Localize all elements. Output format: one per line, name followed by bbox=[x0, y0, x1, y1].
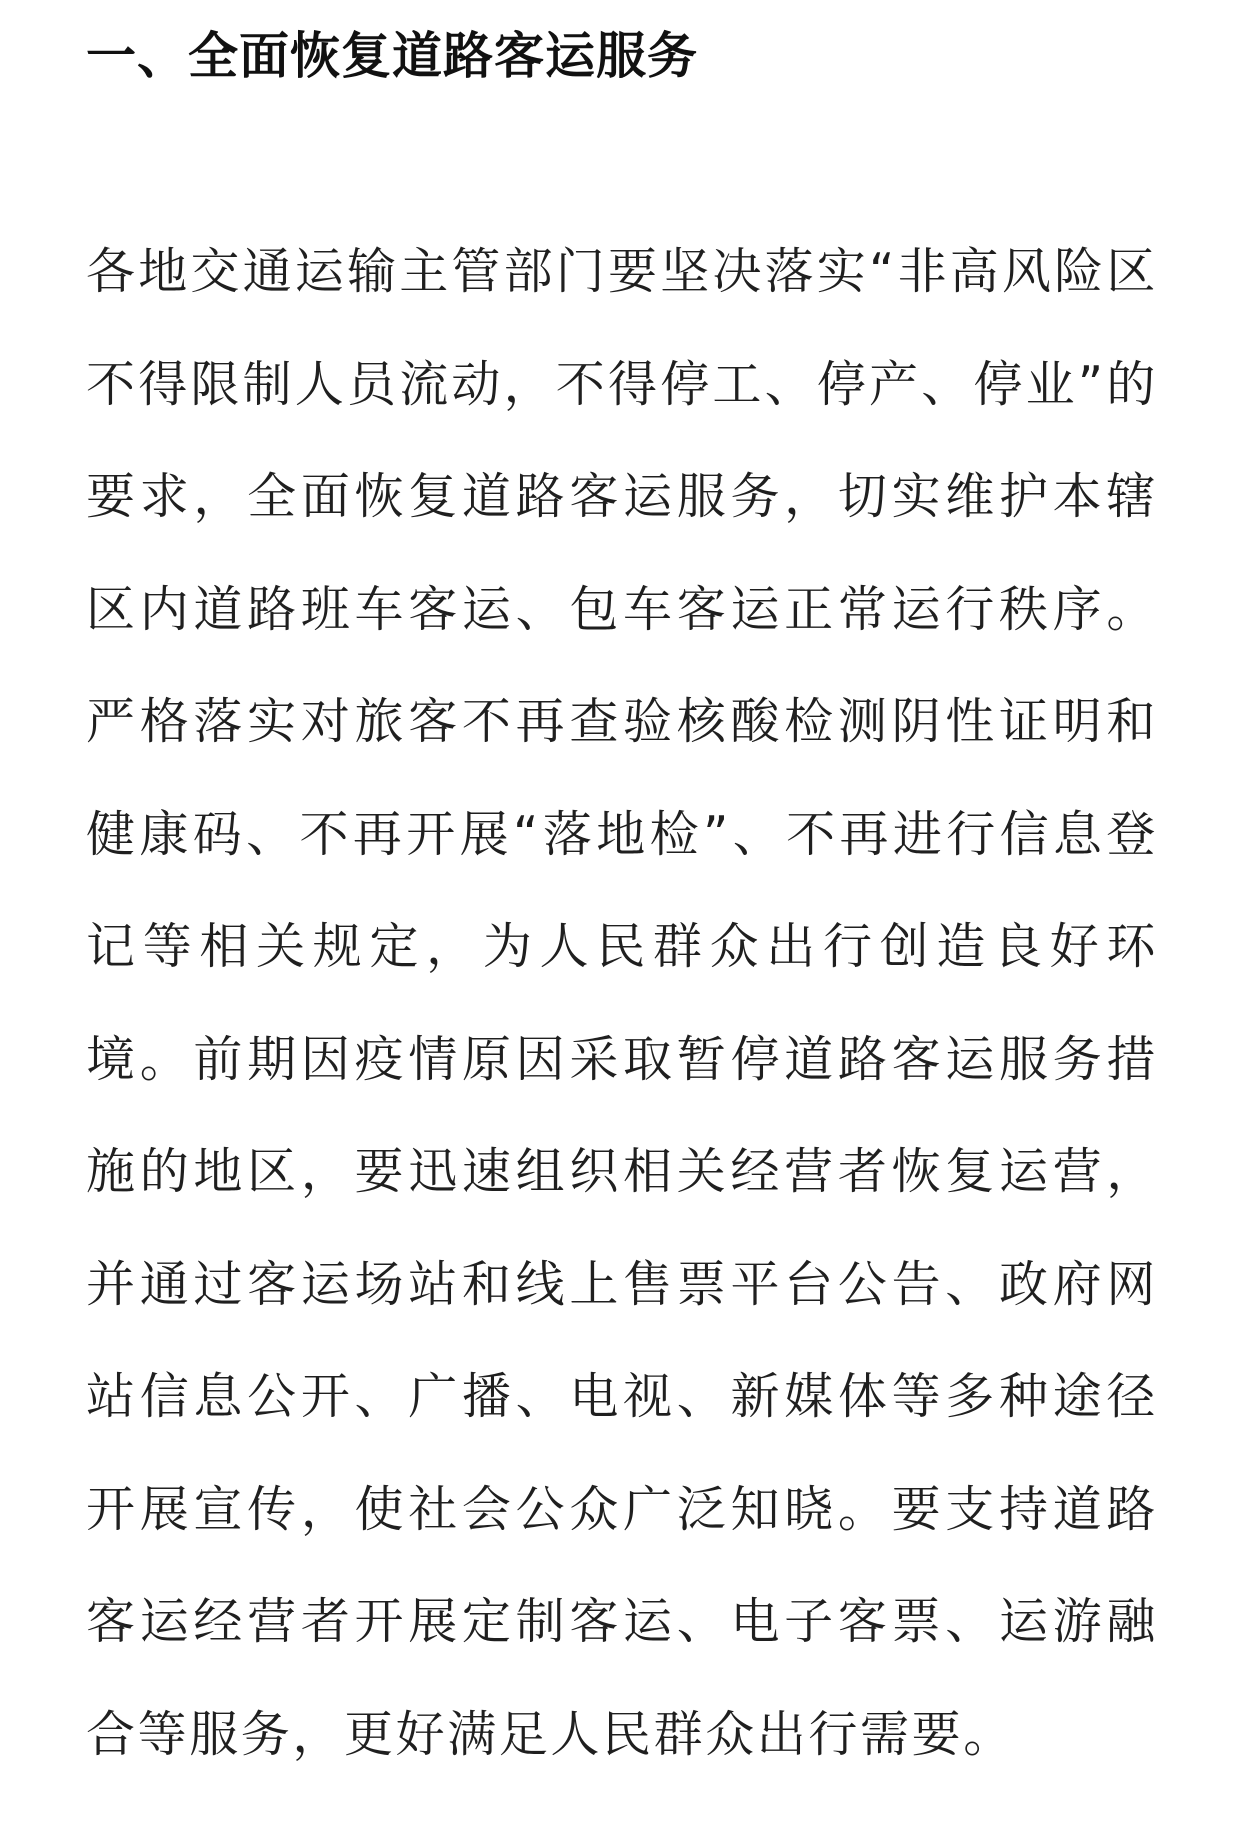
article-paragraph: 各地交通运输主管部门要坚决落实“非高风险区不得限制人员流动，不得停工、停产、停业”的要求，全面恢复道路客运服务，切实维护本辖区内道路班车客运、包车客运正常运行秩序。严格落实对旅客不再查验核酸检测阴性证明和健康码、不再开展“落地检”、不再进行信息登记等相关规定，为人民群众出行创造良好环境。前期因疫情原因采取暂停道路客运服务措施的地区，要迅速组织相关经营者恢复运营，并通过客运场站和线上售票平台公告、政府网站信息公开、广播、电视、新媒体等多种途径开展宣传，使社会公众广泛知晓。要支持道路客运经营者开展定制客运、电子客票、运游融合等服务，更好满足人民群众出行需要。 bbox=[86, 243, 1158, 1763]
article bbox=[86, 0, 1158, 1791]
section-title: 一、全面恢复道路客运服务 bbox=[86, 27, 698, 85]
